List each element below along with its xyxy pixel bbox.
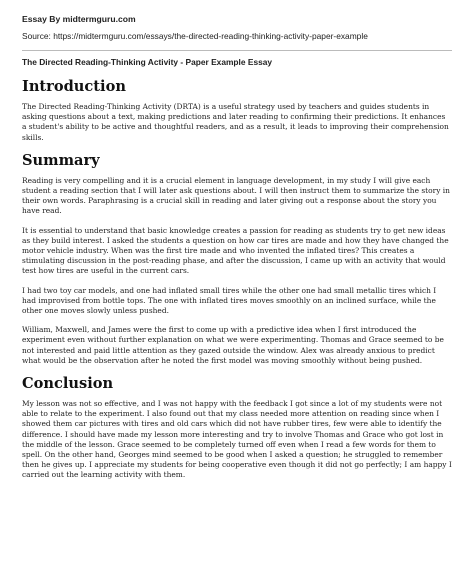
- paragraph: My lesson was not so effective, and I was not happy with the feedback I got since a lot of my students were not able to relate to the experiment. I also found out that my class needed more attention on reading since when I showed them car pictures with tires and old cars which did not have rubber tires, few were able to identify the difference. I should have made my lesson more interesting and try to involve Thomas and Grace who got lost in the middle of the lesson. Grace seemed to be completely turned off even when I read a few words for them to spell. On the other hand, Georges mind seemed to be good when I asked a question; he struggled to remember then he gives up. I appreciate my students for being cooperative even though it did not go perfectly; I am happy I carried out the learning activity with them.: [22, 399, 452, 480]
- paragraph: Reading is very compelling and it is a crucial element in language development, in my study I will give each student a reading section that I will later ask questions about. I will then instruct them to summarize the story in their own words. Paraphrasing is a crucial skill in reading and later giving out a response about the story you have read.: [22, 175, 450, 216]
- section-conclusion: [22, 375, 452, 481]
- section-summary: [22, 152, 452, 366]
- paragraph: William, Maxwell, and James were the first to come up with a predictive idea when I first introduced the experiment even without further explanation on what we were experimenting. Thomas and Grace seemed to be not interested and paid little attention as they gazed outside the window. Alex was already anxious to predict what would be the observation after he noted the first model was moving smoothly without being pushed.: [22, 325, 444, 365]
- section-introduction: [22, 78, 452, 143]
- site-label: Essay By midtermguru.com: [22, 14, 136, 24]
- header-divider: [22, 50, 452, 51]
- paragraph: It is essential to understand that basic knowledge creates a passion for reading as students try to get new ideas as they build interest. I asked the students a question on how car tires are made and how they have changed the motor vehicle industry. When was the first tire made and who invented the inflated tires? This creates a stimulating discussion in the post-reading phase, and after the discussion, I came up with an activity that would test how tires are useful in the current cars.: [22, 225, 449, 276]
- section-heading: Introduction: [22, 78, 126, 95]
- paragraph: The Directed Reading-Thinking Activity (DRTA) is a useful strategy used by teachers and guides students in asking questions about a text, making predictions and later reading to confirming their predictions. It enhances a student's ability to be active and thoughtful readers, and as a result, it leads to improving their comprehension skills.: [22, 102, 449, 142]
- document-title: The Directed Reading-Thinking Activity - Paper Example Essay: [22, 57, 273, 67]
- source-line: Source: https://midtermguru.com/essays/the-directed-reading-thinking-activity-paper-example: [22, 31, 368, 41]
- paragraph: I had two toy car models, and one had inflated small tires while the other one had small metallic tires which I had improvised from bottle tops. The one with inflated tires moves smoothly on an inclined surface, while the other one moves slowly unless pushed.: [22, 285, 437, 316]
- section-heading: Conclusion: [22, 375, 114, 393]
- section-heading: Summary: [22, 151, 100, 169]
